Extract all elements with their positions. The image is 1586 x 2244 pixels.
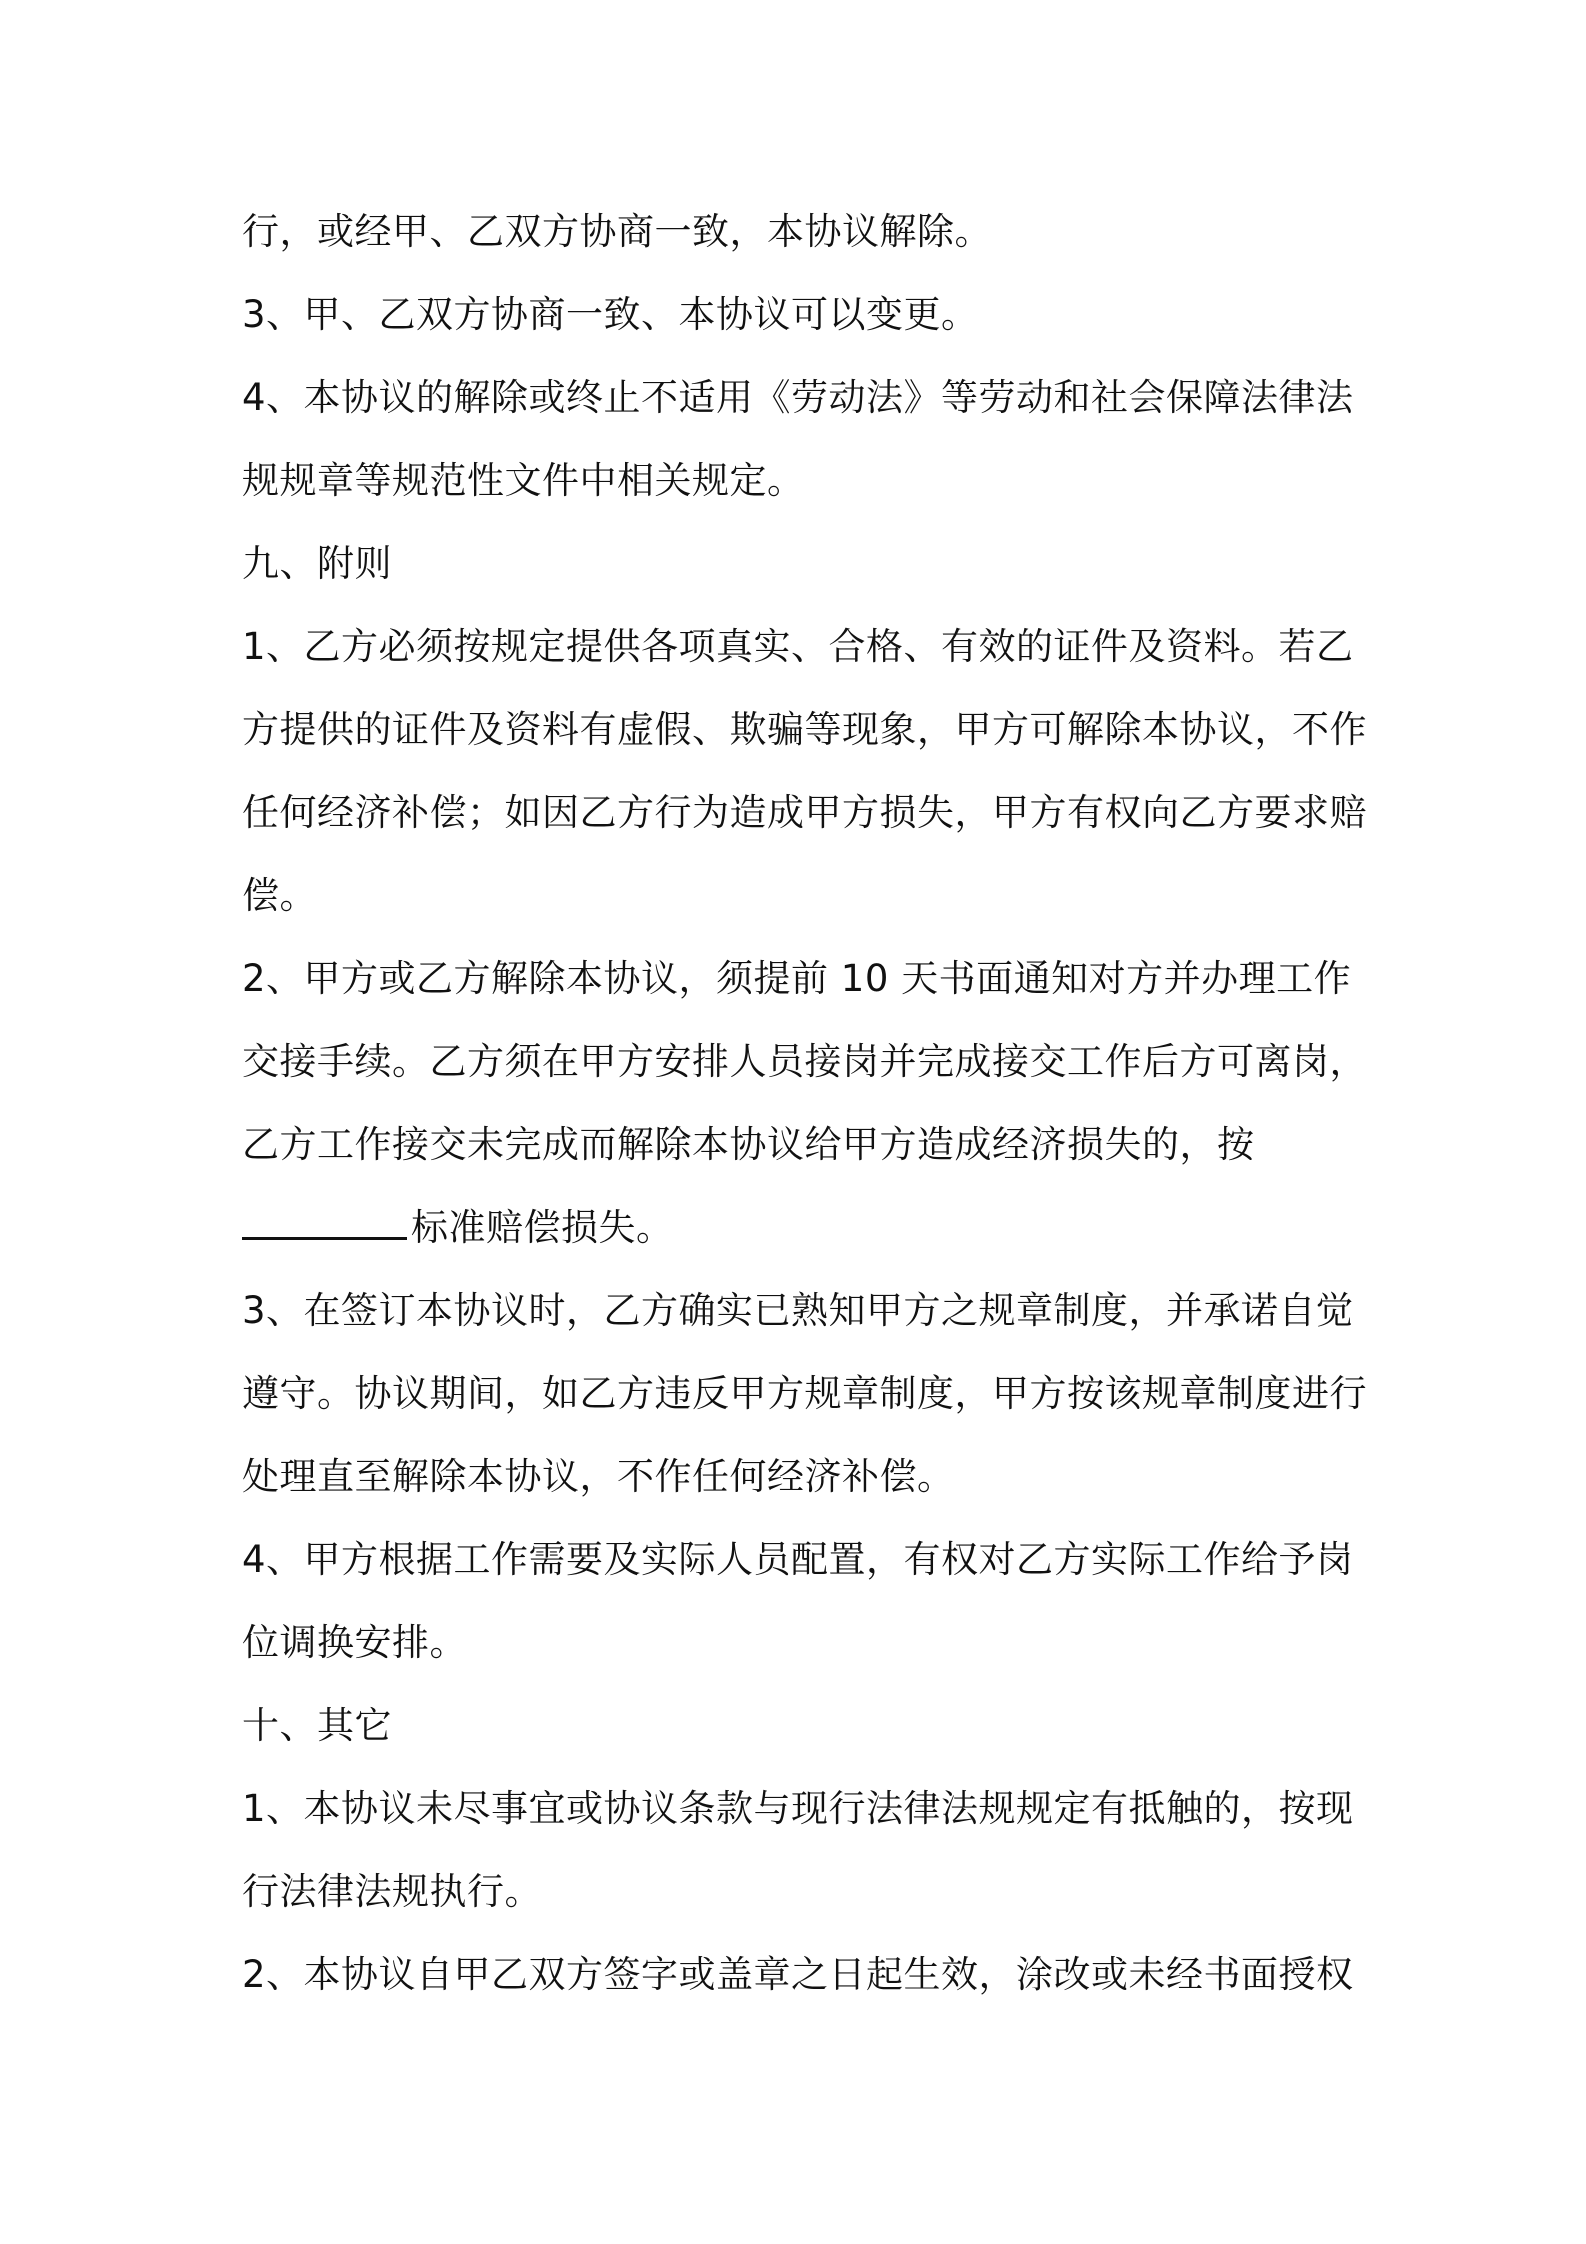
text-line: 交接手续。乙方须在甲方安排人员接岗并完成接交工作后方可离岗， [242, 1040, 1367, 1083]
text-line: 1、乙方必须按规定提供各项真实、合格、有效的证件及资料。若乙 [242, 625, 1354, 668]
text-line: 处理直至解除本协议，不作任何经济补偿。 [242, 1455, 955, 1498]
text-line: 任何经济补偿；如因乙方行为造成甲方损失，甲方有权向乙方要求赔 [242, 791, 1367, 834]
blank-suffix-text: 标准赔偿损失。 [411, 1206, 674, 1249]
text-line: 2、本协议自甲乙双方签字或盖章之日起生效，涂改或未经书面授权 [242, 1953, 1354, 1996]
text-line: 位调换安排。 [242, 1621, 467, 1664]
text-line: 规规章等规范性文件中相关规定。 [242, 459, 805, 502]
section-heading: 十、其它 [242, 1704, 392, 1747]
document-body [242, 190, 1367, 2016]
text-line: 偿。 [242, 874, 317, 917]
section-heading: 九、附则 [242, 542, 392, 585]
text-line: 行法律法规执行。 [242, 1870, 542, 1913]
fill-in-blank [242, 1207, 407, 1240]
text-line: 1、本协议未尽事宜或协议条款与现行法律法规规定有抵触的，按现 [242, 1787, 1354, 1830]
text-line: 4、本协议的解除或终止不适用《劳动法》等劳动和社会保障法律法 [242, 376, 1354, 419]
text-line: 4、甲方根据工作需要及实际人员配置，有权对乙方实际工作给予岗 [242, 1538, 1354, 1581]
text-line-with-blank [242, 1186, 1362, 1269]
text-line: 3、在签订本协议时，乙方确实已熟知甲方之规章制度，并承诺自觉 [242, 1289, 1354, 1332]
text-line: 行，或经甲、乙双方协商一致，本协议解除。 [242, 210, 992, 253]
text-line: 乙方工作接交未完成而解除本协议给甲方造成经济损失的，按 [242, 1123, 1255, 1166]
text-line: 2、甲方或乙方解除本协议，须提前 10 天书面通知对方并办理工作 [242, 957, 1352, 1000]
text-line: 方提供的证件及资料有虚假、欺骗等现象，甲方可解除本协议，不作 [242, 708, 1367, 751]
text-line: 3、甲、乙双方协商一致、本协议可以变更。 [242, 293, 979, 336]
text-line: 遵守。协议期间，如乙方违反甲方规章制度，甲方按该规章制度进行 [242, 1372, 1367, 1415]
